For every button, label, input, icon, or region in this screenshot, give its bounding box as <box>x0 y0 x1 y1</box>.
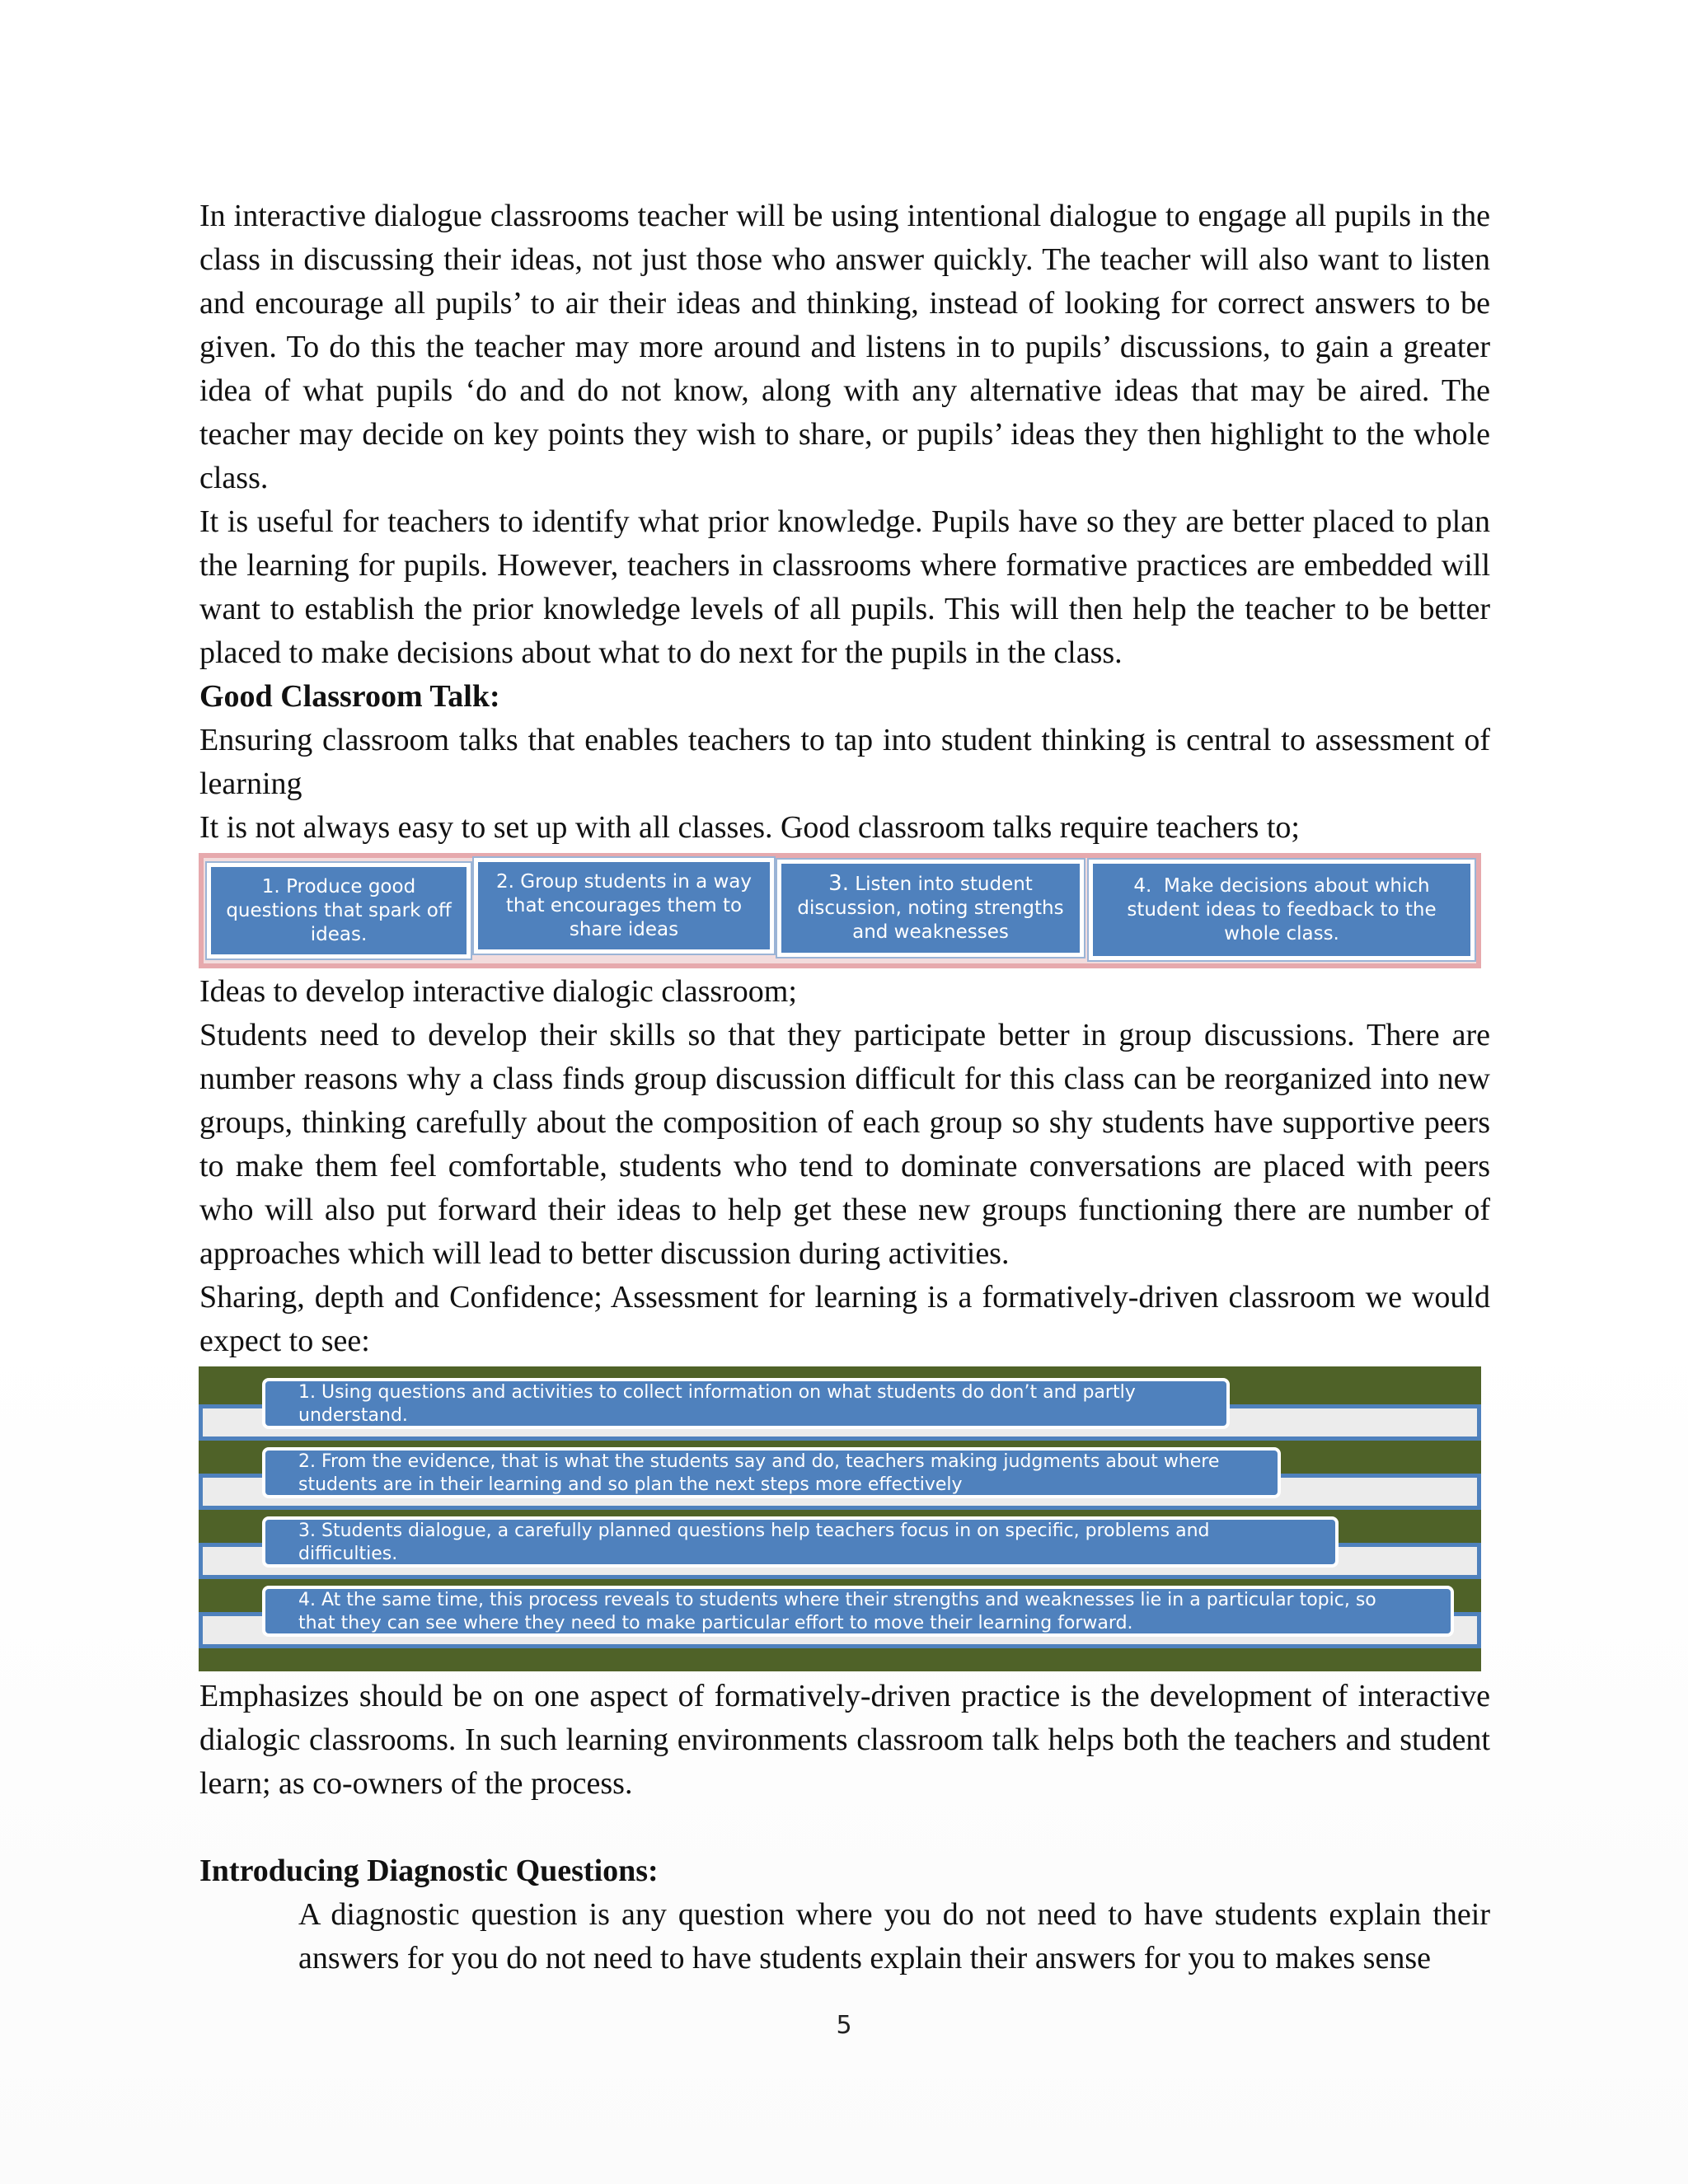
diagram-box-3-text <box>790 872 1071 944</box>
diagram-box-3 <box>777 860 1084 957</box>
diagram-box-4-text <box>1101 874 1462 946</box>
paragraph-diagnostic-question: A diagnostic question is any question where you do not need to have students explain their answers for you do not need to have students explain their answers for you to makes sense <box>298 1897 1490 1975</box>
diagram-box-3-number: 3. <box>828 871 849 896</box>
diagram-box-2-label: Group students in a way that encourages them to share ideas <box>505 870 753 940</box>
diagram-box-4 <box>1089 860 1475 960</box>
diagram-box-3-label: Listen into student discussion, noting strengths and weaknesses <box>797 874 1064 943</box>
page-content <box>199 194 1490 1980</box>
paragraph-ideas-develop: Ideas to develop interactive dialogic classroom; <box>199 974 797 1009</box>
paragraph-students-skills: Students need to develop their skills so that they participate better in group discussions. There are number reasons why a class finds group discussion difficult for this class can be reorganized into new groups, thinking carefully about the composition of each group so shy students have supportive peers to make them feel comfortable, students who tend to dominate conversations are placed with peers who will also put forward their ideas to help get these new groups functioning there are number of approaches which will lead to better discussion during activities. <box>199 1018 1490 1271</box>
heading-diagnostic-questions: Introducing Diagnostic Questions: <box>199 1854 659 1888</box>
diagram-box-2-number: 2. <box>495 870 514 893</box>
diagram-box-1 <box>207 863 471 958</box>
paragraph-not-always-easy: It is not always easy to set up with all classes. Good classroom talks require teachers to; <box>199 810 1300 845</box>
paragraph-interactive-dialogue: In interactive dialogue classrooms teacher will be using intentional dialogue to engage all pupils in the class in discussing their ideas, not just those who answer quickly. The teacher will also want to listen and encourage all pupils’ to air their ideas and thinking, instead of looking for correct answers to be given. To do this the teacher may more around and listens in to pupils’ discussions, to gain a greater idea of what pupils ‘do and do not know, along with any alternative ideas that may be aired. The teacher may decide on key points they wish to share, or pupils’ ideas they then highlight to the whole class. <box>199 199 1490 495</box>
paragraph-sharing-depth: Sharing, depth and Confidence; Assessment for learning is a formatively-driven classroom we would expect to see: <box>199 1280 1490 1358</box>
diagram-box-2-text <box>486 870 762 942</box>
diagram-box-4-label: Make decisions about which student ideas to feedback to the whole class. <box>1127 874 1437 944</box>
heading-good-classroom-talk: Good Classroom Talk: <box>199 679 500 714</box>
paragraph-emphasizes: Emphasizes should be on one aspect of formatively-driven practice is the development of interactive dialogic classrooms. In such learning environments classroom talk helps both the teachers and student learn; as co-owners of the process. <box>199 1679 1490 1801</box>
list-item-4: 4. At the same time, this process reveals to students where their strengths and weaknesses lie in a particular topic, so that they can see where they need to make particular effort to move their learning forward. <box>262 1586 1454 1637</box>
page-number: 5 <box>836 2011 852 2040</box>
diagram-box-1-number: 1. <box>261 875 280 898</box>
paragraph-prior-knowledge: It is useful for teachers to identify what prior knowledge. Pupils have so they are better placed to plan the learning for pupils. However, teachers in classrooms where formative practices are embedded will want to establish the prior knowledge levels of all pupils. This will then help the teacher to be better placed to make decisions about what to do next for the pupils in the class. <box>199 504 1490 670</box>
diagram-box-4-number: 4. <box>1133 874 1152 897</box>
formative-practice-list <box>199 1366 1481 1671</box>
diagram-box-1-label: Produce good questions that spark off ideas. <box>226 875 452 945</box>
classroom-talk-diagram <box>199 853 1481 968</box>
list-item-2: 2. From the evidence, that is what the students say and do, teachers making judgments about where students are in their learning and so plan the next steps more effectively <box>262 1447 1281 1498</box>
list-item-1: 1. Using questions and activities to collect information on what students do don’t and partly understand. <box>262 1378 1230 1429</box>
list-item-3: 3. Students dialogue, a carefully planned questions help teachers focus in on specific, problems and difficulties. <box>262 1516 1339 1568</box>
diagram-box-2 <box>474 858 774 954</box>
paragraph-ensuring-talks: Ensuring classroom talks that enables teachers to tap into student thinking is central to assessment of learning <box>199 723 1490 801</box>
blank-line <box>199 1806 1490 1849</box>
diagram-box-1-text <box>219 875 458 947</box>
